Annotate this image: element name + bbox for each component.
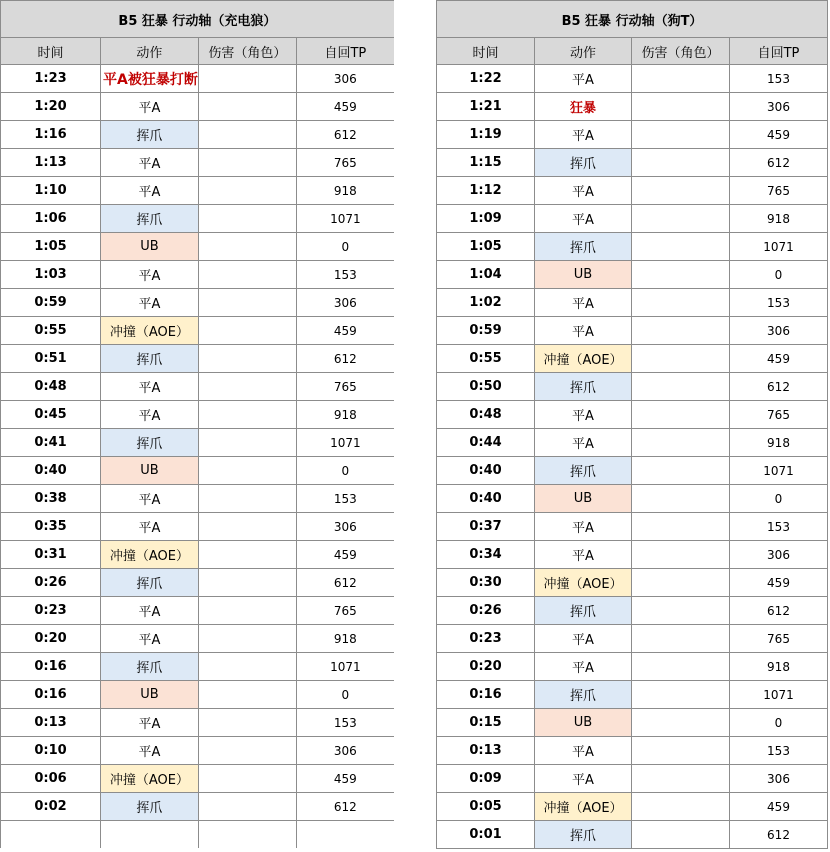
tp-cell: 0 <box>296 457 394 485</box>
table-row <box>1 317 395 345</box>
damage-cell <box>632 653 730 681</box>
action-cell: 平A <box>101 625 199 653</box>
time-cell: 0:45 <box>1 401 101 429</box>
action-cell: 挥爪 <box>535 681 632 709</box>
damage-cell <box>632 289 730 317</box>
action-cell: 挥爪 <box>535 233 632 261</box>
tp-cell <box>296 821 394 849</box>
tp-cell: 1071 <box>730 681 828 709</box>
tp-cell: 459 <box>730 793 828 821</box>
table-row <box>1 653 395 681</box>
tp-cell: 153 <box>730 513 828 541</box>
action-cell: 挥爪 <box>101 429 199 457</box>
table-row <box>437 793 828 821</box>
action-cell: 冲撞（AOE） <box>535 793 632 821</box>
action-cell: 平A <box>535 317 632 345</box>
tp-cell: 153 <box>296 261 394 289</box>
table-row <box>437 65 828 93</box>
table-row <box>437 205 828 233</box>
time-cell: 1:03 <box>1 261 101 289</box>
tp-cell: 918 <box>730 205 828 233</box>
action-cell: 冲撞（AOE） <box>101 541 199 569</box>
damage-cell <box>198 289 296 317</box>
tp-cell: 306 <box>730 317 828 345</box>
time-cell: 0:59 <box>437 317 535 345</box>
time-cell: 0:40 <box>437 457 535 485</box>
left-header-action: 动作 <box>101 38 199 65</box>
damage-cell <box>198 429 296 457</box>
left-table-title: B5 狂暴 行动轴（充电狼） <box>1 1 395 38</box>
time-cell: 1:09 <box>437 205 535 233</box>
table-row <box>437 401 828 429</box>
action-cell: 平A <box>101 485 199 513</box>
action-cell: 平A <box>101 261 199 289</box>
table-row <box>1 541 395 569</box>
table-row <box>437 709 828 737</box>
tp-cell: 306 <box>730 765 828 793</box>
action-cell: 平A <box>535 653 632 681</box>
action-cell: 挥爪 <box>101 121 199 149</box>
table-row <box>437 177 828 205</box>
table-row <box>1 177 395 205</box>
time-cell: 0:35 <box>1 513 101 541</box>
tp-cell: 765 <box>730 401 828 429</box>
table-row <box>1 597 395 625</box>
damage-cell <box>632 821 730 849</box>
right-header-damage: 伤害（角色） <box>632 38 730 65</box>
time-cell: 1:10 <box>1 177 101 205</box>
time-cell: 0:48 <box>437 401 535 429</box>
action-cell: UB <box>101 681 199 709</box>
time-cell: 0:13 <box>1 709 101 737</box>
table-row <box>437 149 828 177</box>
damage-cell <box>198 653 296 681</box>
damage-cell <box>198 597 296 625</box>
tp-cell: 612 <box>730 373 828 401</box>
time-cell: 0:31 <box>1 541 101 569</box>
damage-cell <box>632 597 730 625</box>
tp-cell: 612 <box>730 149 828 177</box>
action-cell: 冲撞（AOE） <box>101 765 199 793</box>
tp-cell: 459 <box>730 121 828 149</box>
damage-cell <box>198 737 296 765</box>
table-row <box>1 205 395 233</box>
damage-cell <box>198 345 296 373</box>
tp-cell: 306 <box>296 65 394 93</box>
time-cell: 0:23 <box>1 597 101 625</box>
table-row <box>1 709 395 737</box>
action-cell: 平A <box>535 765 632 793</box>
table-row <box>437 737 828 765</box>
tp-cell: 459 <box>730 345 828 373</box>
table-row <box>437 653 828 681</box>
table-row <box>1 793 395 821</box>
damage-cell <box>198 149 296 177</box>
action-cell: 挥爪 <box>535 149 632 177</box>
tp-cell: 612 <box>296 793 394 821</box>
action-cell: 平A <box>101 513 199 541</box>
damage-cell <box>198 821 296 849</box>
time-cell: 0:50 <box>437 373 535 401</box>
damage-cell <box>632 121 730 149</box>
action-cell: 平A <box>101 401 199 429</box>
tp-cell: 1071 <box>296 429 394 457</box>
damage-cell <box>198 317 296 345</box>
table-row <box>437 625 828 653</box>
damage-cell <box>632 401 730 429</box>
tp-cell: 153 <box>730 65 828 93</box>
tp-cell: 0 <box>296 233 394 261</box>
damage-cell <box>632 709 730 737</box>
time-cell: 0:37 <box>437 513 535 541</box>
table-row <box>1 261 395 289</box>
right-timeline-table <box>436 0 828 849</box>
tp-cell: 612 <box>730 821 828 849</box>
action-cell: 挥爪 <box>101 569 199 597</box>
left-header-tp: 自回TP <box>296 38 394 65</box>
tp-cell: 0 <box>296 681 394 709</box>
time-cell: 0:01 <box>437 821 535 849</box>
tp-cell: 765 <box>296 597 394 625</box>
action-cell: 平A <box>535 541 632 569</box>
table-row <box>1 569 395 597</box>
action-cell: UB <box>535 261 632 289</box>
damage-cell <box>632 485 730 513</box>
damage-cell <box>632 793 730 821</box>
table-row <box>437 457 828 485</box>
time-cell: 1:19 <box>437 121 535 149</box>
time-cell: 1:05 <box>437 233 535 261</box>
action-cell: 平A <box>101 373 199 401</box>
time-cell: 0:41 <box>1 429 101 457</box>
tp-cell: 459 <box>730 569 828 597</box>
damage-cell <box>632 345 730 373</box>
tp-cell: 918 <box>296 625 394 653</box>
table-row <box>437 233 828 261</box>
table-row <box>1 401 395 429</box>
time-cell: 0:40 <box>437 485 535 513</box>
damage-cell <box>632 737 730 765</box>
tp-cell: 153 <box>296 485 394 513</box>
action-cell: 冲撞（AOE） <box>535 345 632 373</box>
action-cell: UB <box>535 709 632 737</box>
tp-cell: 765 <box>296 373 394 401</box>
table-row <box>437 429 828 457</box>
time-cell: 0:51 <box>1 345 101 373</box>
tp-cell: 0 <box>730 485 828 513</box>
damage-cell <box>632 233 730 261</box>
tp-cell: 306 <box>730 93 828 121</box>
tp-cell: 612 <box>296 121 394 149</box>
tp-cell: 153 <box>730 289 828 317</box>
damage-cell <box>632 541 730 569</box>
damage-cell <box>632 373 730 401</box>
time-cell: 0:02 <box>1 793 101 821</box>
action-cell: 平A <box>101 149 199 177</box>
tp-cell: 153 <box>296 709 394 737</box>
tp-cell: 0 <box>730 709 828 737</box>
time-cell: 1:12 <box>437 177 535 205</box>
tp-cell: 918 <box>296 177 394 205</box>
action-cell: 冲撞（AOE） <box>535 569 632 597</box>
damage-cell <box>198 793 296 821</box>
table-row <box>437 345 828 373</box>
time-cell: 0:13 <box>437 737 535 765</box>
damage-cell <box>632 513 730 541</box>
damage-cell <box>632 149 730 177</box>
action-cell: 冲撞（AOE） <box>101 317 199 345</box>
table-row <box>1 121 395 149</box>
table-row <box>437 261 828 289</box>
time-cell: 1:23 <box>1 65 101 93</box>
time-cell: 0:09 <box>437 765 535 793</box>
tp-cell: 1071 <box>730 457 828 485</box>
table-row <box>437 541 828 569</box>
action-cell: 平A <box>101 177 199 205</box>
time-cell: 0:55 <box>437 345 535 373</box>
time-cell: 1:22 <box>437 65 535 93</box>
action-cell: 平A <box>535 737 632 765</box>
table-row <box>1 65 395 93</box>
time-cell: 0:06 <box>1 765 101 793</box>
time-cell: 0:26 <box>437 597 535 625</box>
table-row <box>1 485 395 513</box>
damage-cell <box>632 681 730 709</box>
tp-cell: 306 <box>296 289 394 317</box>
action-cell: 挥爪 <box>101 653 199 681</box>
time-cell: 1:05 <box>1 233 101 261</box>
time-cell: 1:04 <box>437 261 535 289</box>
damage-cell <box>198 709 296 737</box>
action-cell: 挥爪 <box>535 373 632 401</box>
damage-cell <box>198 65 296 93</box>
damage-cell <box>198 401 296 429</box>
time-cell: 0:40 <box>1 457 101 485</box>
damage-cell <box>198 373 296 401</box>
time-cell: 0:20 <box>1 625 101 653</box>
damage-cell <box>198 233 296 261</box>
table-row <box>1 737 395 765</box>
damage-cell <box>198 177 296 205</box>
action-cell: 挥爪 <box>535 821 632 849</box>
damage-cell <box>632 317 730 345</box>
action-cell: 平A <box>101 289 199 317</box>
action-cell: 平A <box>535 289 632 317</box>
damage-cell <box>632 429 730 457</box>
tp-cell: 1071 <box>730 233 828 261</box>
table-row <box>1 373 395 401</box>
tp-cell: 459 <box>296 541 394 569</box>
tp-cell: 765 <box>730 177 828 205</box>
time-cell: 0:26 <box>1 569 101 597</box>
table-row <box>1 681 395 709</box>
action-cell: 平A <box>535 429 632 457</box>
time-cell: 0:16 <box>1 681 101 709</box>
action-cell: 平A <box>535 205 632 233</box>
tp-cell: 612 <box>730 597 828 625</box>
action-cell: 挥爪 <box>101 345 199 373</box>
time-cell: 0:38 <box>1 485 101 513</box>
right-header-tp: 自回TP <box>730 38 828 65</box>
table-row <box>437 121 828 149</box>
table-row <box>437 317 828 345</box>
table-row <box>1 625 395 653</box>
time-cell: 1:13 <box>1 149 101 177</box>
tp-cell: 765 <box>296 149 394 177</box>
time-cell: 1:16 <box>1 121 101 149</box>
damage-cell <box>198 513 296 541</box>
tp-cell: 612 <box>296 569 394 597</box>
table-row <box>437 765 828 793</box>
table-row <box>1 345 395 373</box>
action-cell: 挥爪 <box>535 597 632 625</box>
tp-cell: 306 <box>730 541 828 569</box>
damage-cell <box>198 681 296 709</box>
table-row <box>1 429 395 457</box>
action-cell: 狂暴 <box>535 93 632 121</box>
damage-cell <box>632 65 730 93</box>
tp-cell: 0 <box>730 261 828 289</box>
right-header-time: 时间 <box>437 38 535 65</box>
time-cell: 0:23 <box>437 625 535 653</box>
action-cell: 平A <box>101 709 199 737</box>
tp-cell: 306 <box>296 737 394 765</box>
tp-cell: 1071 <box>296 205 394 233</box>
time-cell: 0:59 <box>1 289 101 317</box>
tp-cell: 153 <box>730 737 828 765</box>
table-row <box>1 149 395 177</box>
table-row <box>437 681 828 709</box>
damage-cell <box>198 485 296 513</box>
time-cell: 1:02 <box>437 289 535 317</box>
time-cell: 1:21 <box>437 93 535 121</box>
action-cell: UB <box>101 233 199 261</box>
damage-cell <box>632 765 730 793</box>
table-row <box>437 569 828 597</box>
time-cell: 0:10 <box>1 737 101 765</box>
table-row <box>437 485 828 513</box>
damage-cell <box>198 261 296 289</box>
table-row <box>1 289 395 317</box>
damage-cell <box>198 541 296 569</box>
time-cell: 1:06 <box>1 205 101 233</box>
tp-cell: 1071 <box>296 653 394 681</box>
action-cell: 平A <box>535 177 632 205</box>
table-row <box>437 513 828 541</box>
time-cell: 0:44 <box>437 429 535 457</box>
tp-cell: 918 <box>730 429 828 457</box>
tp-cell: 306 <box>296 513 394 541</box>
action-cell: 平A <box>101 93 199 121</box>
time-cell: 1:15 <box>437 149 535 177</box>
tp-cell: 459 <box>296 93 394 121</box>
right-table-title: B5 狂暴 行动轴（狗T） <box>437 1 828 38</box>
table-row <box>437 373 828 401</box>
damage-cell <box>632 93 730 121</box>
action-cell: 挥爪 <box>535 457 632 485</box>
left-header-damage: 伤害（角色） <box>198 38 296 65</box>
time-cell <box>1 821 101 849</box>
tp-cell: 612 <box>296 345 394 373</box>
table-row <box>1 93 395 121</box>
damage-cell <box>632 569 730 597</box>
time-cell: 0:16 <box>1 653 101 681</box>
table-row <box>1 765 395 793</box>
damage-cell <box>632 457 730 485</box>
damage-cell <box>198 457 296 485</box>
action-cell: 挥爪 <box>101 793 199 821</box>
action-cell: 平A <box>535 65 632 93</box>
table-row <box>1 233 395 261</box>
action-cell: 平A <box>535 401 632 429</box>
action-cell: 平A <box>535 625 632 653</box>
damage-cell <box>632 205 730 233</box>
time-cell: 0:15 <box>437 709 535 737</box>
damage-cell <box>198 765 296 793</box>
table-row <box>1 821 395 849</box>
damage-cell <box>198 625 296 653</box>
table-row <box>437 597 828 625</box>
time-cell: 1:20 <box>1 93 101 121</box>
time-cell: 0:20 <box>437 653 535 681</box>
time-cell: 0:34 <box>437 541 535 569</box>
damage-cell <box>198 569 296 597</box>
damage-cell <box>632 261 730 289</box>
table-gap <box>394 0 436 852</box>
damage-cell <box>632 625 730 653</box>
action-cell: 平A <box>101 597 199 625</box>
action-cell: 平A <box>101 737 199 765</box>
tp-cell: 459 <box>296 317 394 345</box>
tp-cell: 918 <box>296 401 394 429</box>
damage-cell <box>198 205 296 233</box>
action-cell: 平A <box>535 513 632 541</box>
left-timeline-table <box>0 0 395 848</box>
damage-cell <box>198 93 296 121</box>
time-cell: 0:05 <box>437 793 535 821</box>
action-cell <box>101 821 199 849</box>
tp-cell: 918 <box>730 653 828 681</box>
action-cell: UB <box>535 485 632 513</box>
table-row <box>1 457 395 485</box>
damage-cell <box>198 121 296 149</box>
table-row <box>437 93 828 121</box>
time-cell: 0:30 <box>437 569 535 597</box>
time-cell: 0:48 <box>1 373 101 401</box>
left-header-time: 时间 <box>1 38 101 65</box>
action-cell: 平A被狂暴打断 <box>101 65 199 93</box>
action-cell: 平A <box>535 121 632 149</box>
right-header-action: 动作 <box>535 38 632 65</box>
damage-cell <box>632 177 730 205</box>
time-cell: 0:55 <box>1 317 101 345</box>
tp-cell: 765 <box>730 625 828 653</box>
table-row <box>437 821 828 849</box>
tp-cell: 459 <box>296 765 394 793</box>
table-row <box>1 513 395 541</box>
action-cell: 挥爪 <box>101 205 199 233</box>
action-cell: UB <box>101 457 199 485</box>
time-cell: 0:16 <box>437 681 535 709</box>
table-row <box>437 289 828 317</box>
